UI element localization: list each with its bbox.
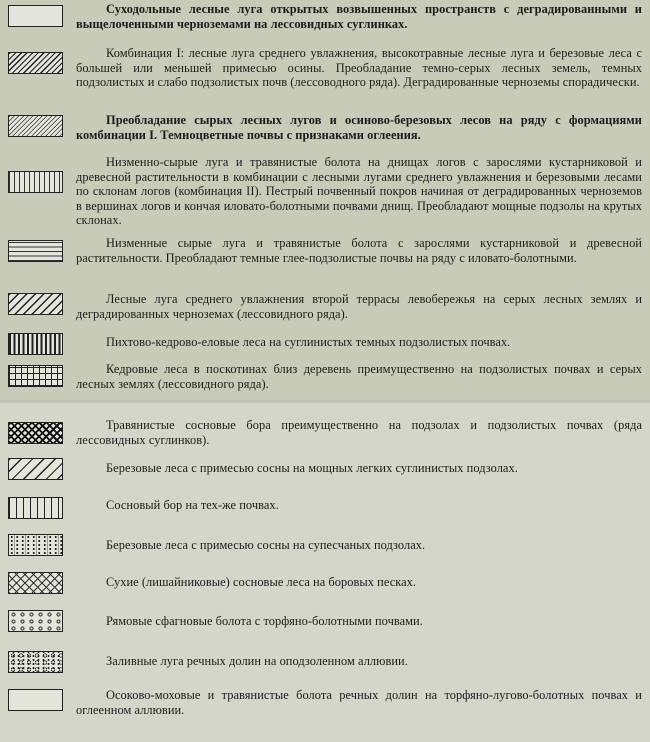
legend-text: Осоково-моховые и травянистые болота речных долин на торфяно-лугово-болотных почвах и оглеенном аллювии. [76,688,642,717]
legend-text: Пихтово-кедрово-еловые леса на суглинистых темных подзолистых почвах. [106,335,511,349]
legend-text: Березовые леса с примесью сосны на супесчаных подзолах. [106,538,426,552]
legend-text: Низменные сырые луга и травянистые болота с зарослями кустарниковой и древесной растительности. Преобладают темные глее-подзолистые почвы на ряду с иловато-болотными. [76,236,642,265]
legend-text: Рямовые сфагновые болота с торфяно-болотными почвами. [106,614,423,628]
swatch-diagonal-dense [8,52,63,74]
legend-text: Березовые леса с примесью сосны на мощных легких суглинистых подзолах. [106,461,518,475]
swatch-vertical-dashed [8,171,63,193]
swatch-crosshatch-light [8,572,63,594]
legend-text: Суходольные лесные луга открытых возвышенных пространств с деградированными и выщелоченными черноземами на лессовидных суглинках. [76,2,642,31]
legend-text: Преобладание сырых лесных лугов и осиново-березовых лесов на ряду с формациями комбинации I. Темноцветные почвы с признаками оглеения. [76,113,642,142]
legend-text: Лесные луга среднего увлажнения второй террасы левобережья на серых лесных землях и деградированных черноземах (лессовидного ряда). [76,292,642,321]
swatch-circles-mixed [8,651,63,673]
swatch-grid [8,365,63,387]
swatch-vertical-dotted [8,534,63,556]
legend-text: Заливные луга речных долин на оподзоленном аллювии. [106,654,408,668]
legend-text: Кедровые леса в поскотинах близ деревень преимущественно на подзолистых почвах и серых лесных землях (лессовидного ряда). [76,362,642,391]
swatch-empty [8,5,63,27]
scan-seam [0,400,650,403]
legend-text: Низменно-сырые луга и травянистые болота на днищах логов с зарослями кустарниковой и древесной растительности в комбинации с лесными лугами среднего увлажнения и березовыми лесами по склонам логов (комбинация II). Пестрый почвенный покров начиная от деградированных черноземов в вершинах логов и кончая иловато-болотными почвами днищ. Преобладают мощные подзолы на крутых склонах. [76,155,642,228]
legend-text: Сухие (лишайниковые) сосновые леса на боровых песках. [106,575,417,589]
swatch-vertical-dense [8,333,63,355]
swatch-circles [8,610,63,632]
legend-text: Травянистые сосновые бора преимущественно на подзолах и подзолистых почвах (ряда лессовидных суглинков). [76,418,642,447]
legend-text: Сосновый бор на тех-же почвах. [106,498,279,512]
swatch-crosshatch-heavy [8,422,63,444]
swatch-empty [8,689,63,711]
swatch-vertical-sparse [8,497,63,519]
swatch-diagonal-sparse [8,293,63,315]
swatch-horizontal-dashed [8,240,63,262]
legend-text: Комбинация I: лесные луга среднего увлажнения, высокотравные лесные луга и березовые леса с большей или меньшей примесью осины. Преобладание темно-серых лесных земель, темных подзолистых и слабо подзолистых почв (лессоводного ряда). Деградированные черноземы спорадически. [76,46,642,90]
swatch-diagonal-wide [8,458,63,480]
swatch-diagonal-fine [8,115,63,137]
